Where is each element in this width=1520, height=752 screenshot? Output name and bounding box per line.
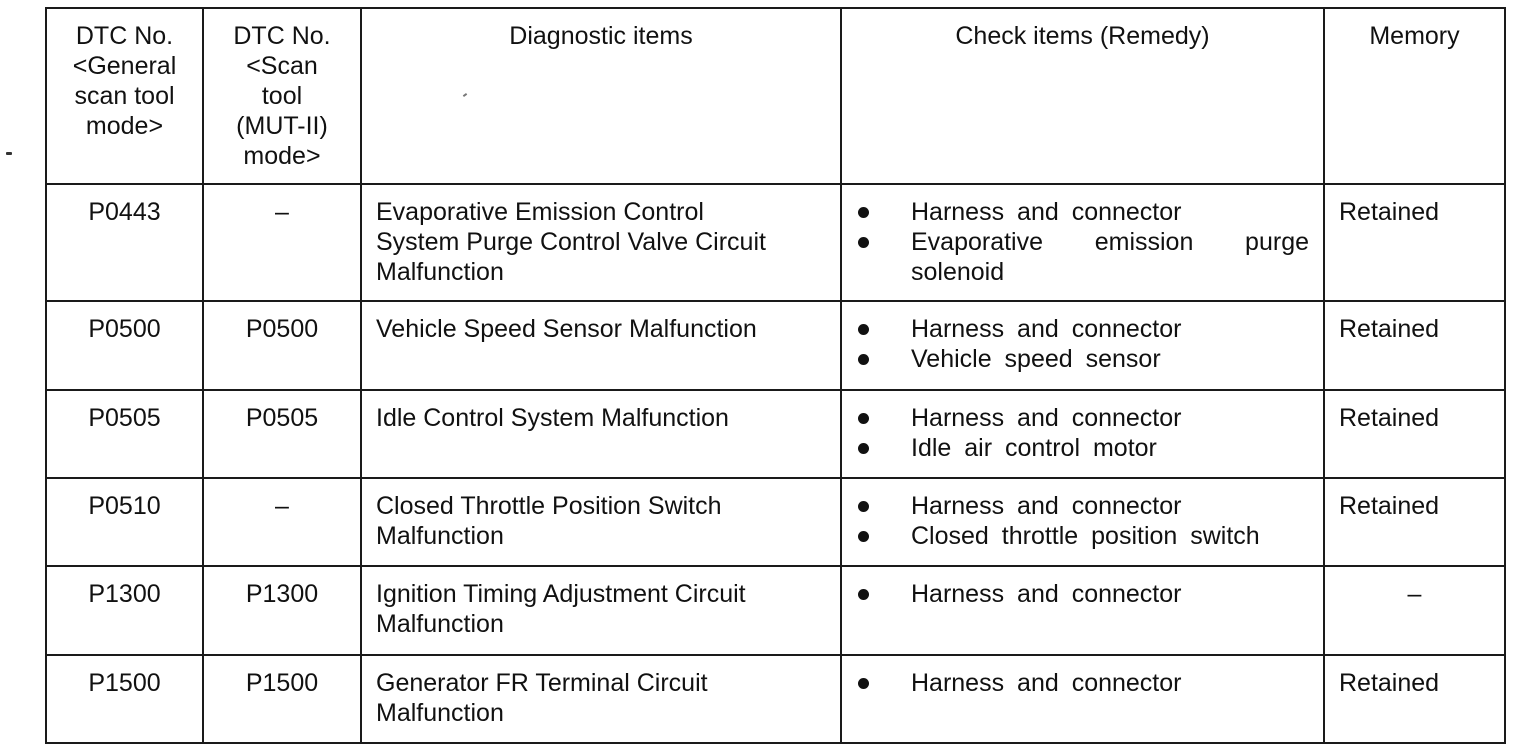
check-item: [858, 344, 1309, 374]
check-items-cell: [841, 655, 1324, 743]
table-row: [46, 478, 1505, 566]
check-item: [858, 227, 1309, 287]
diagnostic-line: Generator FR Terminal Circuit: [376, 668, 708, 697]
check-item: [858, 521, 1309, 551]
memory-cell: Retained: [1324, 301, 1505, 389]
check-items-cell: [841, 478, 1324, 566]
dtc-general-cell: P0510: [46, 478, 203, 566]
diagnostic-item-cell: [361, 478, 841, 566]
dtc-scan-cell: P0500: [203, 301, 361, 389]
bullet-icon: [858, 354, 869, 365]
header-line: tool: [261, 82, 303, 110]
check-item: [858, 579, 1309, 609]
check-item-text: Closed throttle position switch: [911, 522, 1260, 551]
dtc-scan-cell: P0505: [203, 390, 361, 478]
bullet-icon: [858, 413, 869, 424]
check-item-text: Harness and connector: [911, 580, 1182, 609]
dtc-scan-cell: P1500: [203, 655, 361, 743]
header-line: mode>: [85, 112, 164, 140]
header-line: DTC No.: [233, 22, 331, 50]
check-item: [858, 403, 1309, 433]
dtc-scan-cell: –: [203, 184, 361, 301]
dtc-general-cell: P0500: [46, 301, 203, 389]
check-item: [858, 433, 1309, 463]
memory-cell: Retained: [1324, 478, 1505, 566]
dtc-general-cell: P0443: [46, 184, 203, 301]
diagnostic-line: Malfunction: [376, 698, 504, 727]
diagnostic-item-cell: [361, 184, 841, 301]
header-line: <Scan: [246, 52, 318, 80]
check-item-text: Idle air control motor: [911, 433, 1157, 462]
diagnostic-line: Idle Control System Malfunction: [376, 403, 729, 432]
memory-cell: Retained: [1324, 390, 1505, 478]
header-line: scan tool: [74, 82, 175, 110]
check-items-list: [858, 579, 1309, 609]
header-line: mode>: [243, 142, 321, 170]
check-items-cell: [841, 184, 1324, 301]
scan-speck: [6, 152, 12, 155]
header-row: [46, 8, 1505, 184]
diagnostic-item-cell: [361, 566, 841, 654]
header-line: <General: [72, 52, 177, 80]
check-items-cell: [841, 301, 1324, 389]
diagnostic-item-cell: [361, 390, 841, 478]
bullet-icon: [858, 589, 869, 600]
header-dtc-scan: [203, 8, 361, 184]
bullet-icon: [858, 531, 869, 542]
check-items-list: [858, 197, 1309, 287]
check-item-text: Harness and connector: [911, 315, 1182, 344]
diagnostic-line: System Purge Control Valve Circuit: [376, 228, 766, 256]
bullet-icon: [858, 443, 869, 454]
diagnostic-item-cell: [361, 655, 841, 743]
table-row: [46, 655, 1505, 743]
check-items-list: [858, 668, 1309, 698]
header-check-items: Check items (Remedy): [841, 8, 1324, 184]
dtc-table: [45, 7, 1506, 744]
bullet-icon: [858, 324, 869, 335]
dtc-general-cell: P0505: [46, 390, 203, 478]
memory-cell: –: [1324, 566, 1505, 654]
check-item-text: Harness and connector: [911, 198, 1182, 226]
table-row: [46, 566, 1505, 654]
memory-cell: Retained: [1324, 655, 1505, 743]
header-memory: Memory: [1324, 8, 1505, 184]
diagnostic-line: Malfunction: [376, 522, 504, 551]
header-line: DTC No.: [75, 22, 174, 50]
bullet-icon: [858, 237, 869, 248]
check-item-text: Harness and connector: [911, 403, 1182, 432]
header-diagnostic-items: Diagnostic items: [361, 8, 841, 184]
diagnostic-line: Ignition Timing Adjustment Circuit: [376, 580, 746, 609]
check-items-list: [858, 314, 1309, 374]
check-items-cell: [841, 390, 1324, 478]
diagnostic-line: Malfunction: [376, 610, 504, 639]
check-item: [858, 197, 1309, 227]
check-items-cell: [841, 566, 1324, 654]
diagnostic-line: Vehicle Speed Sensor Malfunction: [376, 315, 757, 344]
check-items-list: [858, 491, 1309, 551]
bullet-icon: [858, 678, 869, 689]
check-items-list: [858, 403, 1309, 463]
table-row: [46, 390, 1505, 478]
dtc-general-cell: P1500: [46, 655, 203, 743]
check-item-text: Harness and connector: [911, 668, 1182, 697]
bullet-icon: [858, 207, 869, 218]
check-item-text: Evaporative emission purge solenoid: [911, 228, 1309, 286]
check-item: [858, 491, 1309, 521]
dtc-scan-cell: –: [203, 478, 361, 566]
header-line: (MUT-II): [236, 112, 328, 140]
table-row: [46, 184, 1505, 301]
diagnostic-line: Evaporative Emission Control: [376, 198, 704, 226]
check-item: [858, 668, 1309, 698]
check-item-text: Harness and connector: [911, 492, 1182, 521]
check-item-text: Vehicle speed sensor: [911, 345, 1161, 374]
diagnostic-item-cell: [361, 301, 841, 389]
dtc-general-cell: P1300: [46, 566, 203, 654]
diagnostic-line: Malfunction: [376, 258, 504, 286]
bullet-icon: [858, 501, 869, 512]
table-row: [46, 301, 1505, 389]
check-item: [858, 314, 1309, 344]
header-dtc-general: [46, 8, 203, 184]
dtc-scan-cell: P1300: [203, 566, 361, 654]
diagnostic-line: Closed Throttle Position Switch: [376, 492, 722, 521]
memory-cell: Retained: [1324, 184, 1505, 301]
